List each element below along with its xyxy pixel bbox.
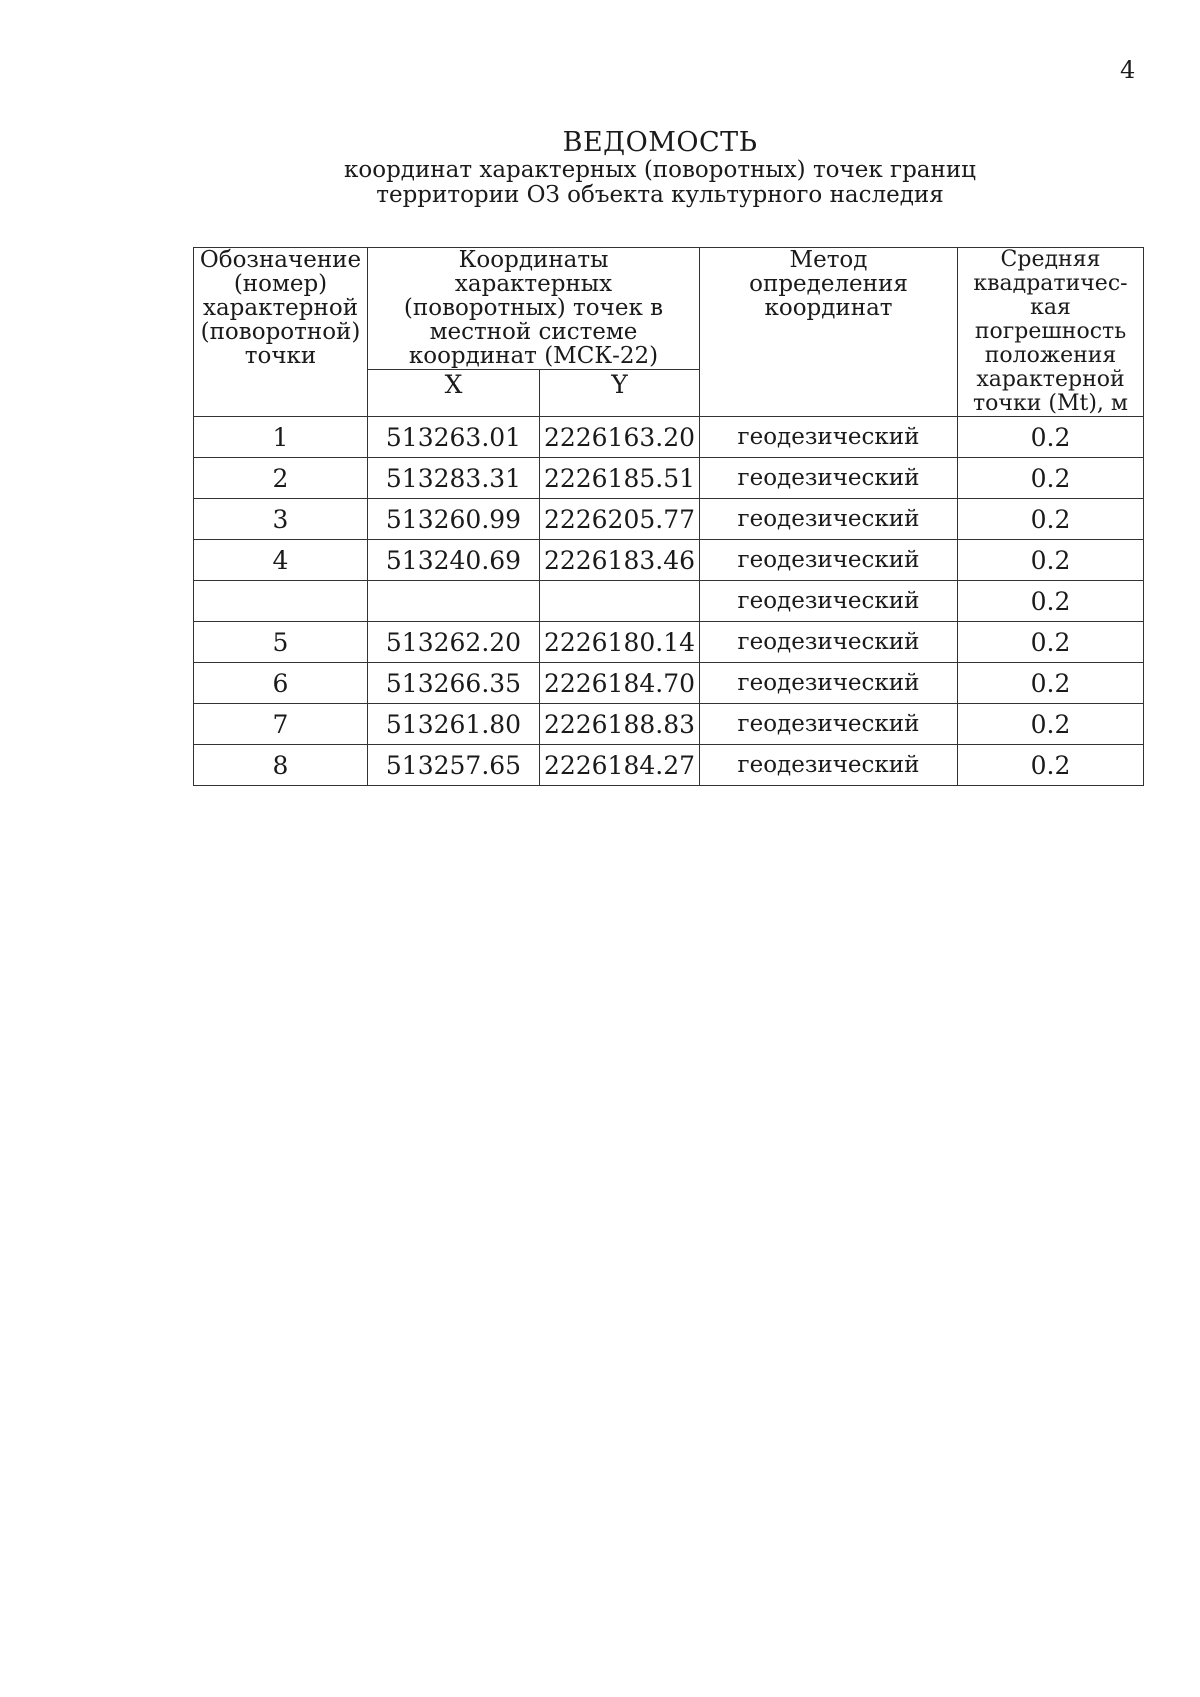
- cell-x: 513257.65: [368, 745, 540, 786]
- cell-error: 0.2: [958, 540, 1144, 581]
- cell-method: геодезический: [700, 458, 958, 499]
- cell-point: 4: [194, 540, 368, 581]
- cell-point: 7: [194, 704, 368, 745]
- table-row: [194, 540, 1144, 581]
- cell-method: геодезический: [700, 704, 958, 745]
- cell-error: 0.2: [958, 458, 1144, 499]
- header-error: Средняя квадратичес- кая погрешность положения характерной точки (Mt), м: [958, 248, 1144, 417]
- cell-y: 2226185.51: [540, 458, 700, 499]
- cell-point: 8: [194, 745, 368, 786]
- header-x: X: [368, 370, 540, 417]
- table-header-row: [194, 248, 1144, 370]
- cell-x: 513266.35: [368, 663, 540, 704]
- table-row: [194, 458, 1144, 499]
- cell-x: 513260.99: [368, 499, 540, 540]
- cell-error: 0.2: [958, 704, 1144, 745]
- coordinates-table: [193, 247, 1144, 786]
- cell-x: 513240.69: [368, 540, 540, 581]
- cell-error: 0.2: [958, 499, 1144, 540]
- cell-x: [368, 581, 540, 622]
- cell-point: 5: [194, 622, 368, 663]
- table-row: [194, 417, 1144, 458]
- cell-point: 1: [194, 417, 368, 458]
- cell-y: [540, 581, 700, 622]
- page-number: 4: [1120, 56, 1136, 84]
- cell-x: 513263.01: [368, 417, 540, 458]
- header-coordinates: Координаты характерных (поворотных) точек в местной системе координат (МСК-22): [368, 248, 700, 370]
- cell-error: 0.2: [958, 581, 1144, 622]
- cell-point: [194, 581, 368, 622]
- cell-error: 0.2: [958, 663, 1144, 704]
- subtitle-line: координат характерных (поворотных) точек границ: [344, 157, 976, 183]
- cell-method: геодезический: [700, 417, 958, 458]
- cell-y: 2226180.14: [540, 622, 700, 663]
- cell-y: 2226183.46: [540, 540, 700, 581]
- subtitle-line: территории ОЗ объекта культурного наследия: [376, 182, 944, 208]
- cell-y: 2226163.20: [540, 417, 700, 458]
- header-method: Метод определения координат: [700, 248, 958, 417]
- header-point-designation: Обозначение (номер) характерной (поворотной) точки: [194, 248, 368, 417]
- cell-y: 2226184.70: [540, 663, 700, 704]
- cell-y: 2226184.27: [540, 745, 700, 786]
- cell-x: 513261.80: [368, 704, 540, 745]
- cell-method: геодезический: [700, 745, 958, 786]
- table-row: [194, 622, 1144, 663]
- cell-method: геодезический: [700, 581, 958, 622]
- table-row: [194, 581, 1144, 622]
- document-title: ВЕДОМОСТЬ: [562, 127, 758, 158]
- cell-x: 513283.31: [368, 458, 540, 499]
- table-row: [194, 499, 1144, 540]
- cell-method: геодезический: [700, 499, 958, 540]
- document-subtitle: [300, 158, 1020, 208]
- cell-point: 6: [194, 663, 368, 704]
- table-row: [194, 745, 1144, 786]
- table-row: [194, 704, 1144, 745]
- cell-method: геодезический: [700, 622, 958, 663]
- cell-error: 0.2: [958, 417, 1144, 458]
- cell-error: 0.2: [958, 745, 1144, 786]
- header-y: Y: [540, 370, 700, 417]
- cell-point: 3: [194, 499, 368, 540]
- cell-error: 0.2: [958, 622, 1144, 663]
- table-row: [194, 663, 1144, 704]
- cell-point: 2: [194, 458, 368, 499]
- cell-y: 2226205.77: [540, 499, 700, 540]
- cell-method: геодезический: [700, 540, 958, 581]
- title-block: [300, 128, 1020, 208]
- cell-x: 513262.20: [368, 622, 540, 663]
- cell-method: геодезический: [700, 663, 958, 704]
- cell-y: 2226188.83: [540, 704, 700, 745]
